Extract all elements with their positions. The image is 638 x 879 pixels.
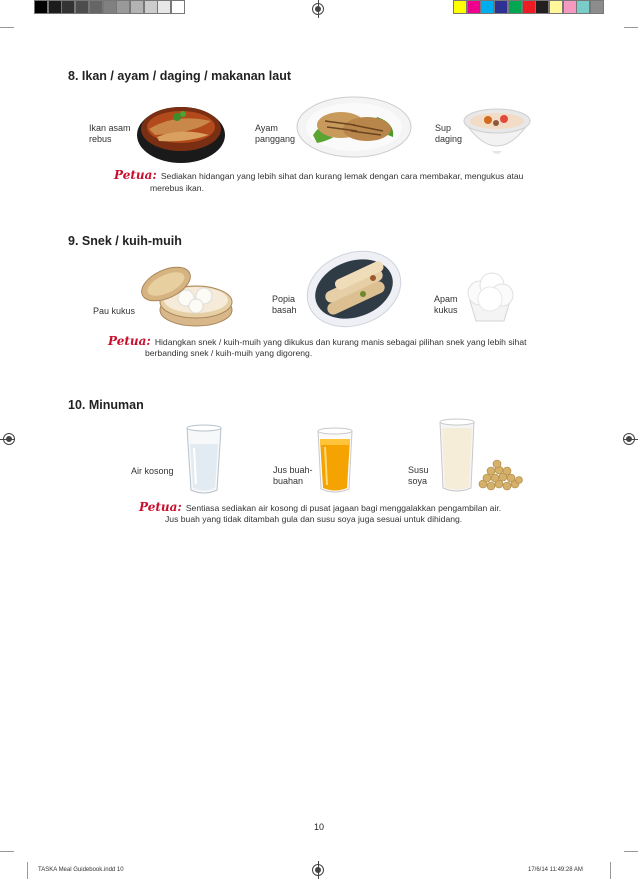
item-label-susu-soya: Susu soya bbox=[408, 465, 429, 486]
item-label-sup-daging: Sup daging bbox=[435, 123, 463, 144]
tip-section-9: Petua: Hidangkan snek / kuih-muih yang dikukus dan kurang manis sebagai pilihan snek yang lebih sihat bbox=[108, 334, 527, 348]
steamed-cake-icon bbox=[462, 271, 518, 323]
tip-section-8-line2: merebus ikan. bbox=[150, 183, 204, 193]
color-swatch bbox=[576, 0, 590, 14]
item-label-ikan-asam-rebus: Ikan asam rebus bbox=[89, 123, 131, 144]
gray-swatch bbox=[34, 0, 48, 14]
petua-label: Petua: bbox=[114, 168, 157, 182]
item-label-popia-basah: Popia basah bbox=[272, 294, 297, 315]
petua-label: Petua: bbox=[139, 500, 182, 514]
gray-swatch bbox=[171, 0, 185, 14]
tip-section-8: Petua: Sediakan hidangan yang lebih sihat dan kurang lemak dengan cara membakar, mengukus atau bbox=[114, 168, 524, 182]
item-label-air-kosong: Air kosong bbox=[131, 466, 174, 476]
gray-swatch bbox=[157, 0, 171, 14]
steamed-bun-icon bbox=[138, 262, 234, 328]
item-label-pau-kukus: Pau kukus bbox=[93, 306, 136, 316]
color-swatch bbox=[563, 0, 577, 14]
registration-mark-icon bbox=[312, 864, 324, 876]
fish-curry-icon bbox=[135, 99, 227, 165]
page-number: 10 bbox=[314, 822, 325, 832]
juice-glass-icon bbox=[315, 427, 355, 495]
gray-swatch bbox=[144, 0, 158, 14]
gray-swatch bbox=[89, 0, 103, 14]
footer-timestamp: 17/6/14 11:49:28 AM bbox=[528, 867, 583, 873]
color-swatch bbox=[535, 0, 549, 14]
color-swatch bbox=[522, 0, 536, 14]
soup-bowl-icon bbox=[462, 101, 532, 159]
footer-filename: TASKA Meal Guidebook.indd 10 bbox=[38, 867, 124, 873]
registration-mark-icon bbox=[623, 433, 635, 445]
tip-section-10: Petua: Sentiasa sediakan air kosong di pusat jagaan bagi menggalakkan pengambilan air. bbox=[139, 500, 502, 514]
gray-swatch bbox=[116, 0, 130, 14]
crop-mark bbox=[27, 862, 28, 879]
grilled-chicken-icon bbox=[295, 95, 413, 159]
crop-mark bbox=[624, 851, 638, 852]
registration-mark-icon bbox=[312, 3, 324, 15]
color-swatch bbox=[467, 0, 481, 14]
petua-label: Petua: bbox=[108, 334, 151, 348]
spring-roll-icon bbox=[303, 250, 405, 328]
gray-swatch bbox=[130, 0, 144, 14]
gray-swatch bbox=[61, 0, 75, 14]
color-swatch bbox=[590, 0, 604, 14]
section-title-10: 10. Minuman bbox=[68, 398, 144, 412]
gray-swatch bbox=[48, 0, 62, 14]
section-title-8: 8. Ikan / ayam / daging / makanan laut bbox=[68, 69, 291, 83]
crop-mark bbox=[624, 27, 638, 28]
color-swatch bbox=[494, 0, 508, 14]
color-swatch bbox=[480, 0, 494, 14]
section-title-9: 9. Snek / kuih-muih bbox=[68, 234, 182, 248]
item-label-ayam-panggang: Ayam panggang bbox=[255, 123, 296, 144]
gray-swatch bbox=[103, 0, 117, 14]
registration-mark-icon bbox=[3, 433, 15, 445]
soy-milk-icon bbox=[437, 418, 523, 494]
item-label-jus-buah-buahan: Jus buah- buahan bbox=[273, 465, 313, 486]
tip-section-9-line2: berbanding snek / kuih-muih yang digoreng. bbox=[145, 348, 313, 358]
crop-mark bbox=[0, 851, 14, 852]
tip-section-10-line2: Jus buah yang tidak ditambah gula dan susu soya juga sesuai untuk dihidang. bbox=[165, 514, 463, 524]
color-swatch bbox=[549, 0, 563, 14]
crop-mark bbox=[0, 27, 14, 28]
color-swatch bbox=[508, 0, 522, 14]
crop-mark bbox=[610, 862, 611, 879]
water-glass-icon bbox=[184, 424, 224, 496]
color-swatch bbox=[453, 0, 467, 14]
gray-swatch bbox=[75, 0, 89, 14]
item-label-apam-kukus: Apam kukus bbox=[434, 294, 458, 315]
